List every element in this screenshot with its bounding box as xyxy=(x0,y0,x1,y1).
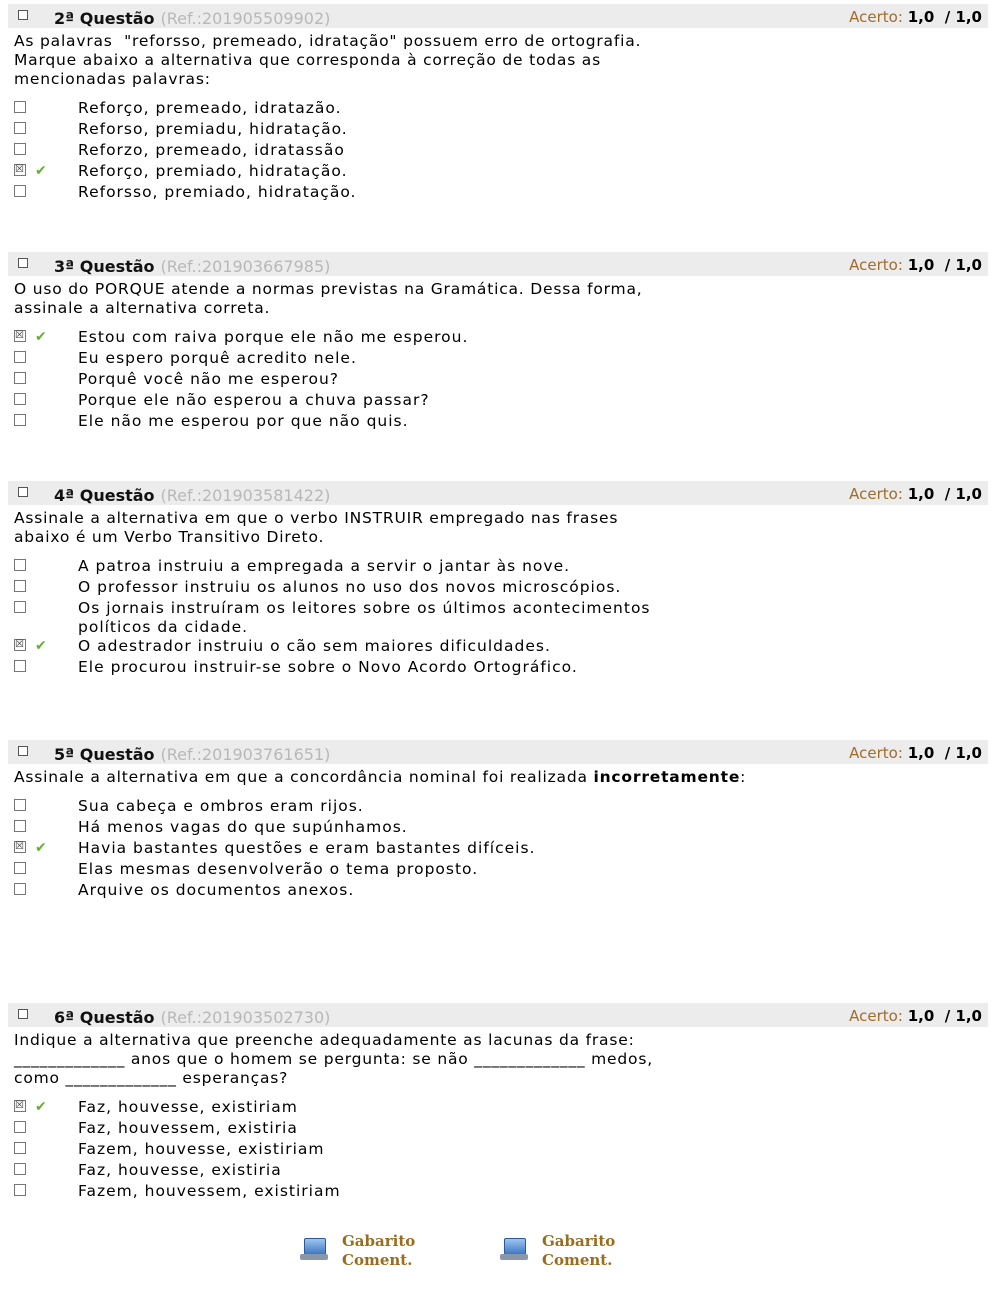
checkbox[interactable] xyxy=(14,601,26,613)
acerto-score: Acerto: 1,0 / 1,0 xyxy=(849,1007,982,1025)
option-text: Reforzo, premeado, idratassão xyxy=(78,141,345,159)
gabarito-comentado-link-1[interactable] xyxy=(300,1232,415,1270)
question-text: Indique a alternativa que preenche adequadamente as lacunas da frase: _____________ anos que o homem se pergunta: se não _____________ medos, como _____________ esperanças? xyxy=(14,1031,653,1087)
checkbox[interactable] xyxy=(14,143,26,155)
option-text: Reforço, premeado, idratazão. xyxy=(78,99,342,117)
option[interactable] xyxy=(8,839,988,860)
options-list xyxy=(8,99,988,204)
option[interactable] xyxy=(8,881,988,902)
correct-check-icon: ✔ xyxy=(35,638,48,654)
checkbox[interactable] xyxy=(14,101,26,113)
acerto-score: Acerto: 1,0 / 1,0 xyxy=(849,256,982,274)
option[interactable] xyxy=(8,1182,988,1203)
checkbox[interactable] xyxy=(14,660,26,672)
question-number: 3ª Questão xyxy=(54,257,155,276)
square-icon xyxy=(18,10,28,20)
option[interactable] xyxy=(8,141,988,162)
checkbox[interactable] xyxy=(14,883,26,895)
option[interactable] xyxy=(8,860,988,881)
checkbox-checked[interactable]: ☒ xyxy=(15,1100,25,1111)
question-5 xyxy=(8,740,988,902)
option[interactable] xyxy=(8,658,988,679)
question-number: 6ª Questão xyxy=(54,1008,155,1027)
option[interactable] xyxy=(8,120,988,141)
acerto-score: Acerto: 1,0 / 1,0 xyxy=(849,485,982,503)
computer-icon xyxy=(300,1236,330,1262)
option[interactable] xyxy=(8,1140,988,1161)
options-list xyxy=(8,1098,988,1203)
checkbox[interactable] xyxy=(14,820,26,832)
gabarito-comentado-link-2[interactable] xyxy=(500,1232,615,1270)
square-icon xyxy=(18,746,28,756)
question-ref: (Ref.:201903667985) xyxy=(160,257,331,276)
options-list xyxy=(8,328,988,433)
correct-check-icon: ✔ xyxy=(35,1099,48,1115)
option[interactable] xyxy=(8,1161,988,1182)
question-header xyxy=(8,252,988,276)
emphasis-text: incorretamente xyxy=(593,768,741,786)
checkbox-checked[interactable]: ☒ xyxy=(15,639,25,650)
checkbox[interactable] xyxy=(14,393,26,405)
acerto-score: Acerto: 1,0 / 1,0 xyxy=(849,744,982,762)
question-ref: (Ref.:201905509902) xyxy=(160,9,331,28)
question-ref: (Ref.:201903502730) xyxy=(160,1008,331,1027)
option-text: Faz, houvesse, existiriam xyxy=(78,1098,298,1116)
checkbox-checked[interactable]: ☒ xyxy=(15,164,25,175)
checkbox[interactable] xyxy=(14,799,26,811)
option[interactable] xyxy=(8,599,988,637)
gabarito-label: Gabarito Coment. xyxy=(342,1232,416,1269)
question-ref: (Ref.:201903581422) xyxy=(160,486,331,505)
option-text: Reforso, premiadu, hidratação. xyxy=(78,120,348,138)
checkbox[interactable] xyxy=(14,122,26,134)
gabarito-label: Gabarito Coment. xyxy=(542,1232,616,1269)
question-2 xyxy=(8,4,988,204)
option-text: Sua cabeça e ombros eram rijos. xyxy=(78,797,364,815)
checkbox[interactable] xyxy=(14,372,26,384)
option[interactable] xyxy=(8,637,988,658)
option[interactable] xyxy=(8,328,988,349)
square-icon xyxy=(18,258,28,268)
option[interactable] xyxy=(8,1098,988,1119)
question-header xyxy=(8,4,988,28)
question-text: Assinale a alternativa em que o verbo INSTRUIR empregado nas frases abaixo é um Verbo Transitivo Direto. xyxy=(14,509,619,546)
question-number: 5ª Questão xyxy=(54,745,155,764)
option-text: Os jornais instruíram os leitores sobre os últimos acontecimentos políticos da cidade. xyxy=(78,599,651,636)
option[interactable] xyxy=(8,412,988,433)
checkbox[interactable] xyxy=(14,559,26,571)
question-number: 4ª Questão xyxy=(54,486,155,505)
question-6 xyxy=(8,1003,988,1203)
computer-icon xyxy=(500,1236,530,1262)
option[interactable] xyxy=(8,391,988,412)
option[interactable] xyxy=(8,797,988,818)
checkbox[interactable] xyxy=(14,1163,26,1175)
option-text: Faz, houvessem, existiria xyxy=(78,1119,298,1137)
option-text: Há menos vagas do que supúnhamos. xyxy=(78,818,408,836)
checkbox[interactable] xyxy=(14,1184,26,1196)
option-text: A patroa instruiu a empregada a servir o jantar às nove. xyxy=(78,557,571,575)
square-icon xyxy=(18,487,28,497)
option[interactable] xyxy=(8,818,988,839)
option[interactable] xyxy=(8,557,988,578)
option-text: Elas mesmas desenvolverão o tema proposto. xyxy=(78,860,479,878)
checkbox-checked[interactable]: ☒ xyxy=(15,841,25,852)
option-text: Fazem, houvessem, existiriam xyxy=(78,1182,341,1200)
option-text: O professor instruiu os alunos no uso dos novos microscópios. xyxy=(78,578,622,596)
option-text: Reforsso, premiado, hidratação. xyxy=(78,183,357,201)
option-text: O adestrador instruiu o cão sem maiores dificuldades. xyxy=(78,637,551,655)
checkbox[interactable] xyxy=(14,414,26,426)
option-text: Havia bastantes questões e eram bastantes difíceis. xyxy=(78,839,536,857)
question-text: As palavras "reforsso, premeado, idratação" possuem erro de ortografia. Marque abaixo a alternativa que corresponda à correção de todas as mencionadas palavras: xyxy=(14,32,642,88)
option-text: Eu espero porquê acredito nele. xyxy=(78,349,357,367)
checkbox-checked[interactable]: ☒ xyxy=(15,330,25,341)
correct-check-icon: ✔ xyxy=(35,163,48,179)
option-text: Arquive os documentos anexos. xyxy=(78,881,355,899)
question-text: Assinale a alternativa em que a concordância nominal foi realizada incorretamente: xyxy=(14,768,747,786)
question-number: 2ª Questão xyxy=(54,9,155,28)
option[interactable] xyxy=(8,162,988,183)
option[interactable] xyxy=(8,183,988,204)
correct-check-icon: ✔ xyxy=(35,329,48,345)
question-header xyxy=(8,740,988,764)
options-list xyxy=(8,557,988,679)
option-text: Ele não me esperou por que não quis. xyxy=(78,412,409,430)
option[interactable] xyxy=(8,578,988,599)
checkbox[interactable] xyxy=(14,862,26,874)
option-text: Fazem, houvesse, existiriam xyxy=(78,1140,325,1158)
option-text: Estou com raiva porque ele não me esperou. xyxy=(78,328,469,346)
question-header xyxy=(8,481,988,505)
correct-check-icon: ✔ xyxy=(35,840,48,856)
checkbox[interactable] xyxy=(14,351,26,363)
options-list xyxy=(8,797,988,902)
option[interactable] xyxy=(8,99,988,120)
option-text: Reforço, premiado, hidratação. xyxy=(78,162,348,180)
square-icon xyxy=(18,1009,28,1019)
option-text: Faz, houvesse, existiria xyxy=(78,1161,282,1179)
question-3 xyxy=(8,252,988,433)
question-ref: (Ref.:201903761651) xyxy=(160,745,331,764)
question-4 xyxy=(8,481,988,679)
option-text: Porquê você não me esperou? xyxy=(78,370,339,388)
option[interactable] xyxy=(8,349,988,370)
question-text: O uso do PORQUE atende a normas previstas na Gramática. Dessa forma, assinale a alternativa correta. xyxy=(14,280,643,317)
option[interactable] xyxy=(8,1119,988,1140)
acerto-score: Acerto: 1,0 / 1,0 xyxy=(849,8,982,26)
option-text: Ele procurou instruir-se sobre o Novo Acordo Ortográfico. xyxy=(78,658,578,676)
checkbox[interactable] xyxy=(14,580,26,592)
option[interactable] xyxy=(8,370,988,391)
checkbox[interactable] xyxy=(14,1142,26,1154)
checkbox[interactable] xyxy=(14,1121,26,1133)
option-text: Porque ele não esperou a chuva passar? xyxy=(78,391,430,409)
question-header xyxy=(8,1003,988,1027)
checkbox[interactable] xyxy=(14,185,26,197)
